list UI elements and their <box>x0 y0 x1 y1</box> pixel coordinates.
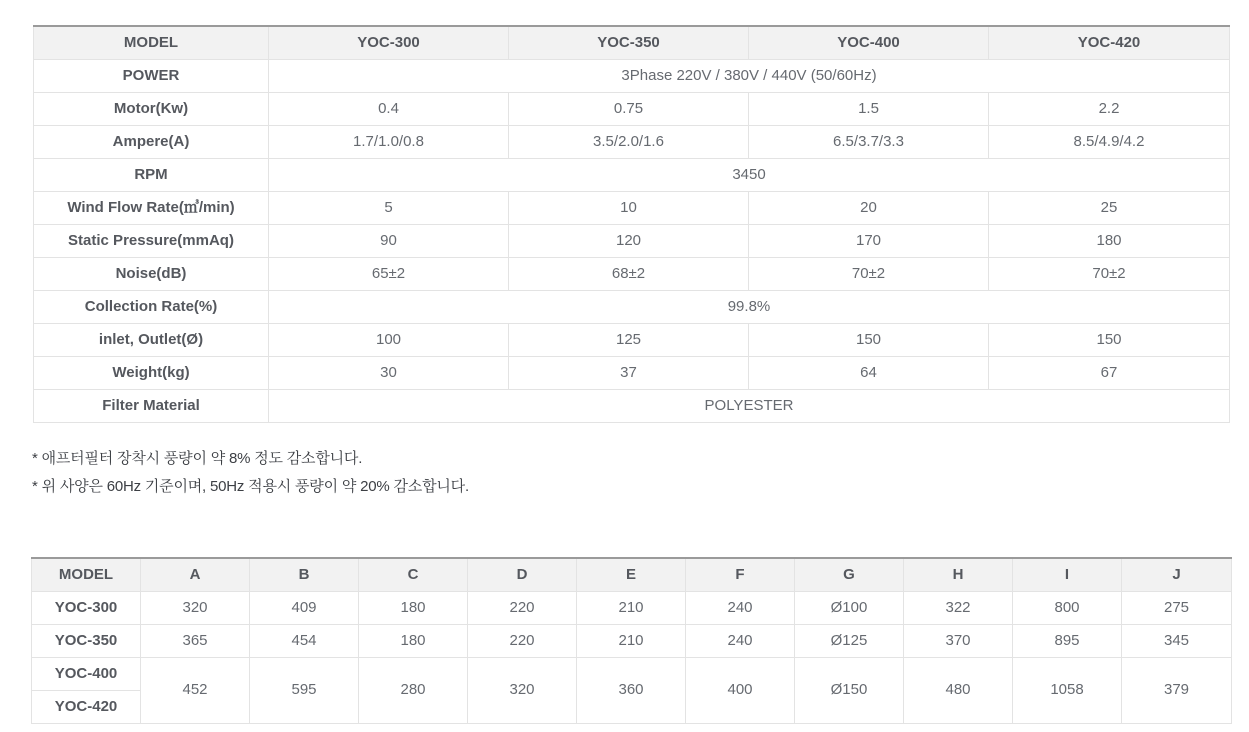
dim-cell: 210 <box>577 592 686 625</box>
dim-cell-merged: 595 <box>250 658 359 724</box>
dim-cell: 800 <box>1013 592 1122 625</box>
dim-header-h: H <box>904 558 1013 592</box>
spec-cell: 125 <box>509 324 749 357</box>
spec-cell-span: 99.8% <box>269 291 1230 324</box>
spec-cell-span: 3Phase 220V / 380V / 440V (50/60Hz) <box>269 60 1230 93</box>
spec-cell: 1.5 <box>749 93 989 126</box>
dim-header-j: J <box>1122 558 1232 592</box>
spec-cell: 0.4 <box>269 93 509 126</box>
spec-row-static-pressure <box>34 225 1230 258</box>
spec-header-yoc-420: YOC-420 <box>989 26 1230 60</box>
dim-row-model: YOC-300 <box>32 592 141 625</box>
spec-cell: 10 <box>509 192 749 225</box>
dim-cell: 220 <box>468 625 577 658</box>
spec-cell: 150 <box>749 324 989 357</box>
dim-cell: Ø100 <box>795 592 904 625</box>
spec-row-filter-material <box>34 390 1230 423</box>
spec-cell: 20 <box>749 192 989 225</box>
spec-cell: 150 <box>989 324 1230 357</box>
dim-row-model: YOC-350 <box>32 625 141 658</box>
spec-row-label: Motor(Kw) <box>34 93 269 126</box>
dimension-table <box>31 557 1232 724</box>
spec-row-label: Ampere(A) <box>34 126 269 159</box>
dim-cell: 180 <box>359 625 468 658</box>
dim-cell: Ø125 <box>795 625 904 658</box>
spec-cell: 5 <box>269 192 509 225</box>
spec-cell: 8.5/4.9/4.2 <box>989 126 1230 159</box>
spec-cell: 120 <box>509 225 749 258</box>
spec-cell-span: POLYESTER <box>269 390 1230 423</box>
footnote-frequency: * 위 사양은 60Hz 기준이며, 50Hz 적용시 풍량이 약 20% 감소합니다. <box>32 478 469 495</box>
dim-cell-merged: 452 <box>141 658 250 724</box>
spec-header-yoc-300: YOC-300 <box>269 26 509 60</box>
dim-cell: 345 <box>1122 625 1232 658</box>
dim-header-e: E <box>577 558 686 592</box>
spec-row-label: Wind Flow Rate(㎥/min) <box>34 192 269 225</box>
spec-row-label: Static Pressure(mmAq) <box>34 225 269 258</box>
dim-header-model: MODEL <box>32 558 141 592</box>
spec-row-collection-rate <box>34 291 1230 324</box>
footnote-afterfilter: * 애프터필터 장착시 풍량이 약 8% 정도 감소합니다. <box>32 450 363 467</box>
dim-header-g: G <box>795 558 904 592</box>
dim-header-c: C <box>359 558 468 592</box>
spec-cell: 6.5/3.7/3.3 <box>749 126 989 159</box>
spec-header-row <box>34 26 1230 60</box>
dim-cell: 409 <box>250 592 359 625</box>
dim-cell: 210 <box>577 625 686 658</box>
spec-cell: 2.2 <box>989 93 1230 126</box>
spec-cell: 100 <box>269 324 509 357</box>
spec-row-motor <box>34 93 1230 126</box>
dim-cell: 220 <box>468 592 577 625</box>
spec-row-weight <box>34 357 1230 390</box>
dim-header-a: A <box>141 558 250 592</box>
dim-cell-merged: 1058 <box>1013 658 1122 724</box>
dim-cell: 322 <box>904 592 1013 625</box>
spec-row-label: RPM <box>34 159 269 192</box>
dim-cell-merged: 379 <box>1122 658 1232 724</box>
dim-cell: 370 <box>904 625 1013 658</box>
spec-cell: 64 <box>749 357 989 390</box>
dim-header-i: I <box>1013 558 1122 592</box>
dim-header-f: F <box>686 558 795 592</box>
spec-cell: 25 <box>989 192 1230 225</box>
dim-row-model: YOC-400 <box>32 658 141 691</box>
dim-header-d: D <box>468 558 577 592</box>
spec-cell: 65±2 <box>269 258 509 291</box>
spec-cell-span: 3450 <box>269 159 1230 192</box>
spec-cell: 0.75 <box>509 93 749 126</box>
dim-cell: 454 <box>250 625 359 658</box>
spec-header-model: MODEL <box>34 26 269 60</box>
spec-row-label: POWER <box>34 60 269 93</box>
dim-cell: 365 <box>141 625 250 658</box>
dim-cell-merged: 480 <box>904 658 1013 724</box>
spec-row-rpm <box>34 159 1230 192</box>
dim-row-yoc-300 <box>32 592 1232 625</box>
spec-cell: 70±2 <box>989 258 1230 291</box>
spec-header-yoc-350: YOC-350 <box>509 26 749 60</box>
spec-cell: 70±2 <box>749 258 989 291</box>
dim-cell-merged: 280 <box>359 658 468 724</box>
spec-header-yoc-400: YOC-400 <box>749 26 989 60</box>
spec-cell: 68±2 <box>509 258 749 291</box>
spec-row-label: Noise(dB) <box>34 258 269 291</box>
dim-cell: 320 <box>141 592 250 625</box>
dim-row-yoc-350 <box>32 625 1232 658</box>
spec-cell: 30 <box>269 357 509 390</box>
dim-row-yoc-400 <box>32 658 1232 691</box>
spec-cell: 67 <box>989 357 1230 390</box>
dim-cell: 275 <box>1122 592 1232 625</box>
spec-cell: 90 <box>269 225 509 258</box>
dim-cell-merged: 400 <box>686 658 795 724</box>
dim-header-row <box>32 558 1232 592</box>
spec-cell: 180 <box>989 225 1230 258</box>
dim-cell: 180 <box>359 592 468 625</box>
dim-cell: 240 <box>686 625 795 658</box>
spec-row-wind-flow <box>34 192 1230 225</box>
dim-header-b: B <box>250 558 359 592</box>
spec-cell: 1.7/1.0/0.8 <box>269 126 509 159</box>
spec-row-label: inlet, Outlet(Ø) <box>34 324 269 357</box>
dim-row-model: YOC-420 <box>32 691 141 724</box>
dim-cell: 240 <box>686 592 795 625</box>
spec-row-label: Collection Rate(%) <box>34 291 269 324</box>
spec-row-power <box>34 60 1230 93</box>
dim-cell-merged: Ø150 <box>795 658 904 724</box>
spec-row-inlet-outlet <box>34 324 1230 357</box>
spec-cell: 37 <box>509 357 749 390</box>
spec-row-noise <box>34 258 1230 291</box>
spec-cell: 3.5/2.0/1.6 <box>509 126 749 159</box>
spec-table <box>33 25 1230 423</box>
dim-cell-merged: 360 <box>577 658 686 724</box>
spec-row-label: Filter Material <box>34 390 269 423</box>
dim-cell: 895 <box>1013 625 1122 658</box>
spec-row-ampere <box>34 126 1230 159</box>
spec-row-label: Weight(kg) <box>34 357 269 390</box>
spec-cell: 170 <box>749 225 989 258</box>
dim-cell-merged: 320 <box>468 658 577 724</box>
footnotes <box>32 445 469 501</box>
